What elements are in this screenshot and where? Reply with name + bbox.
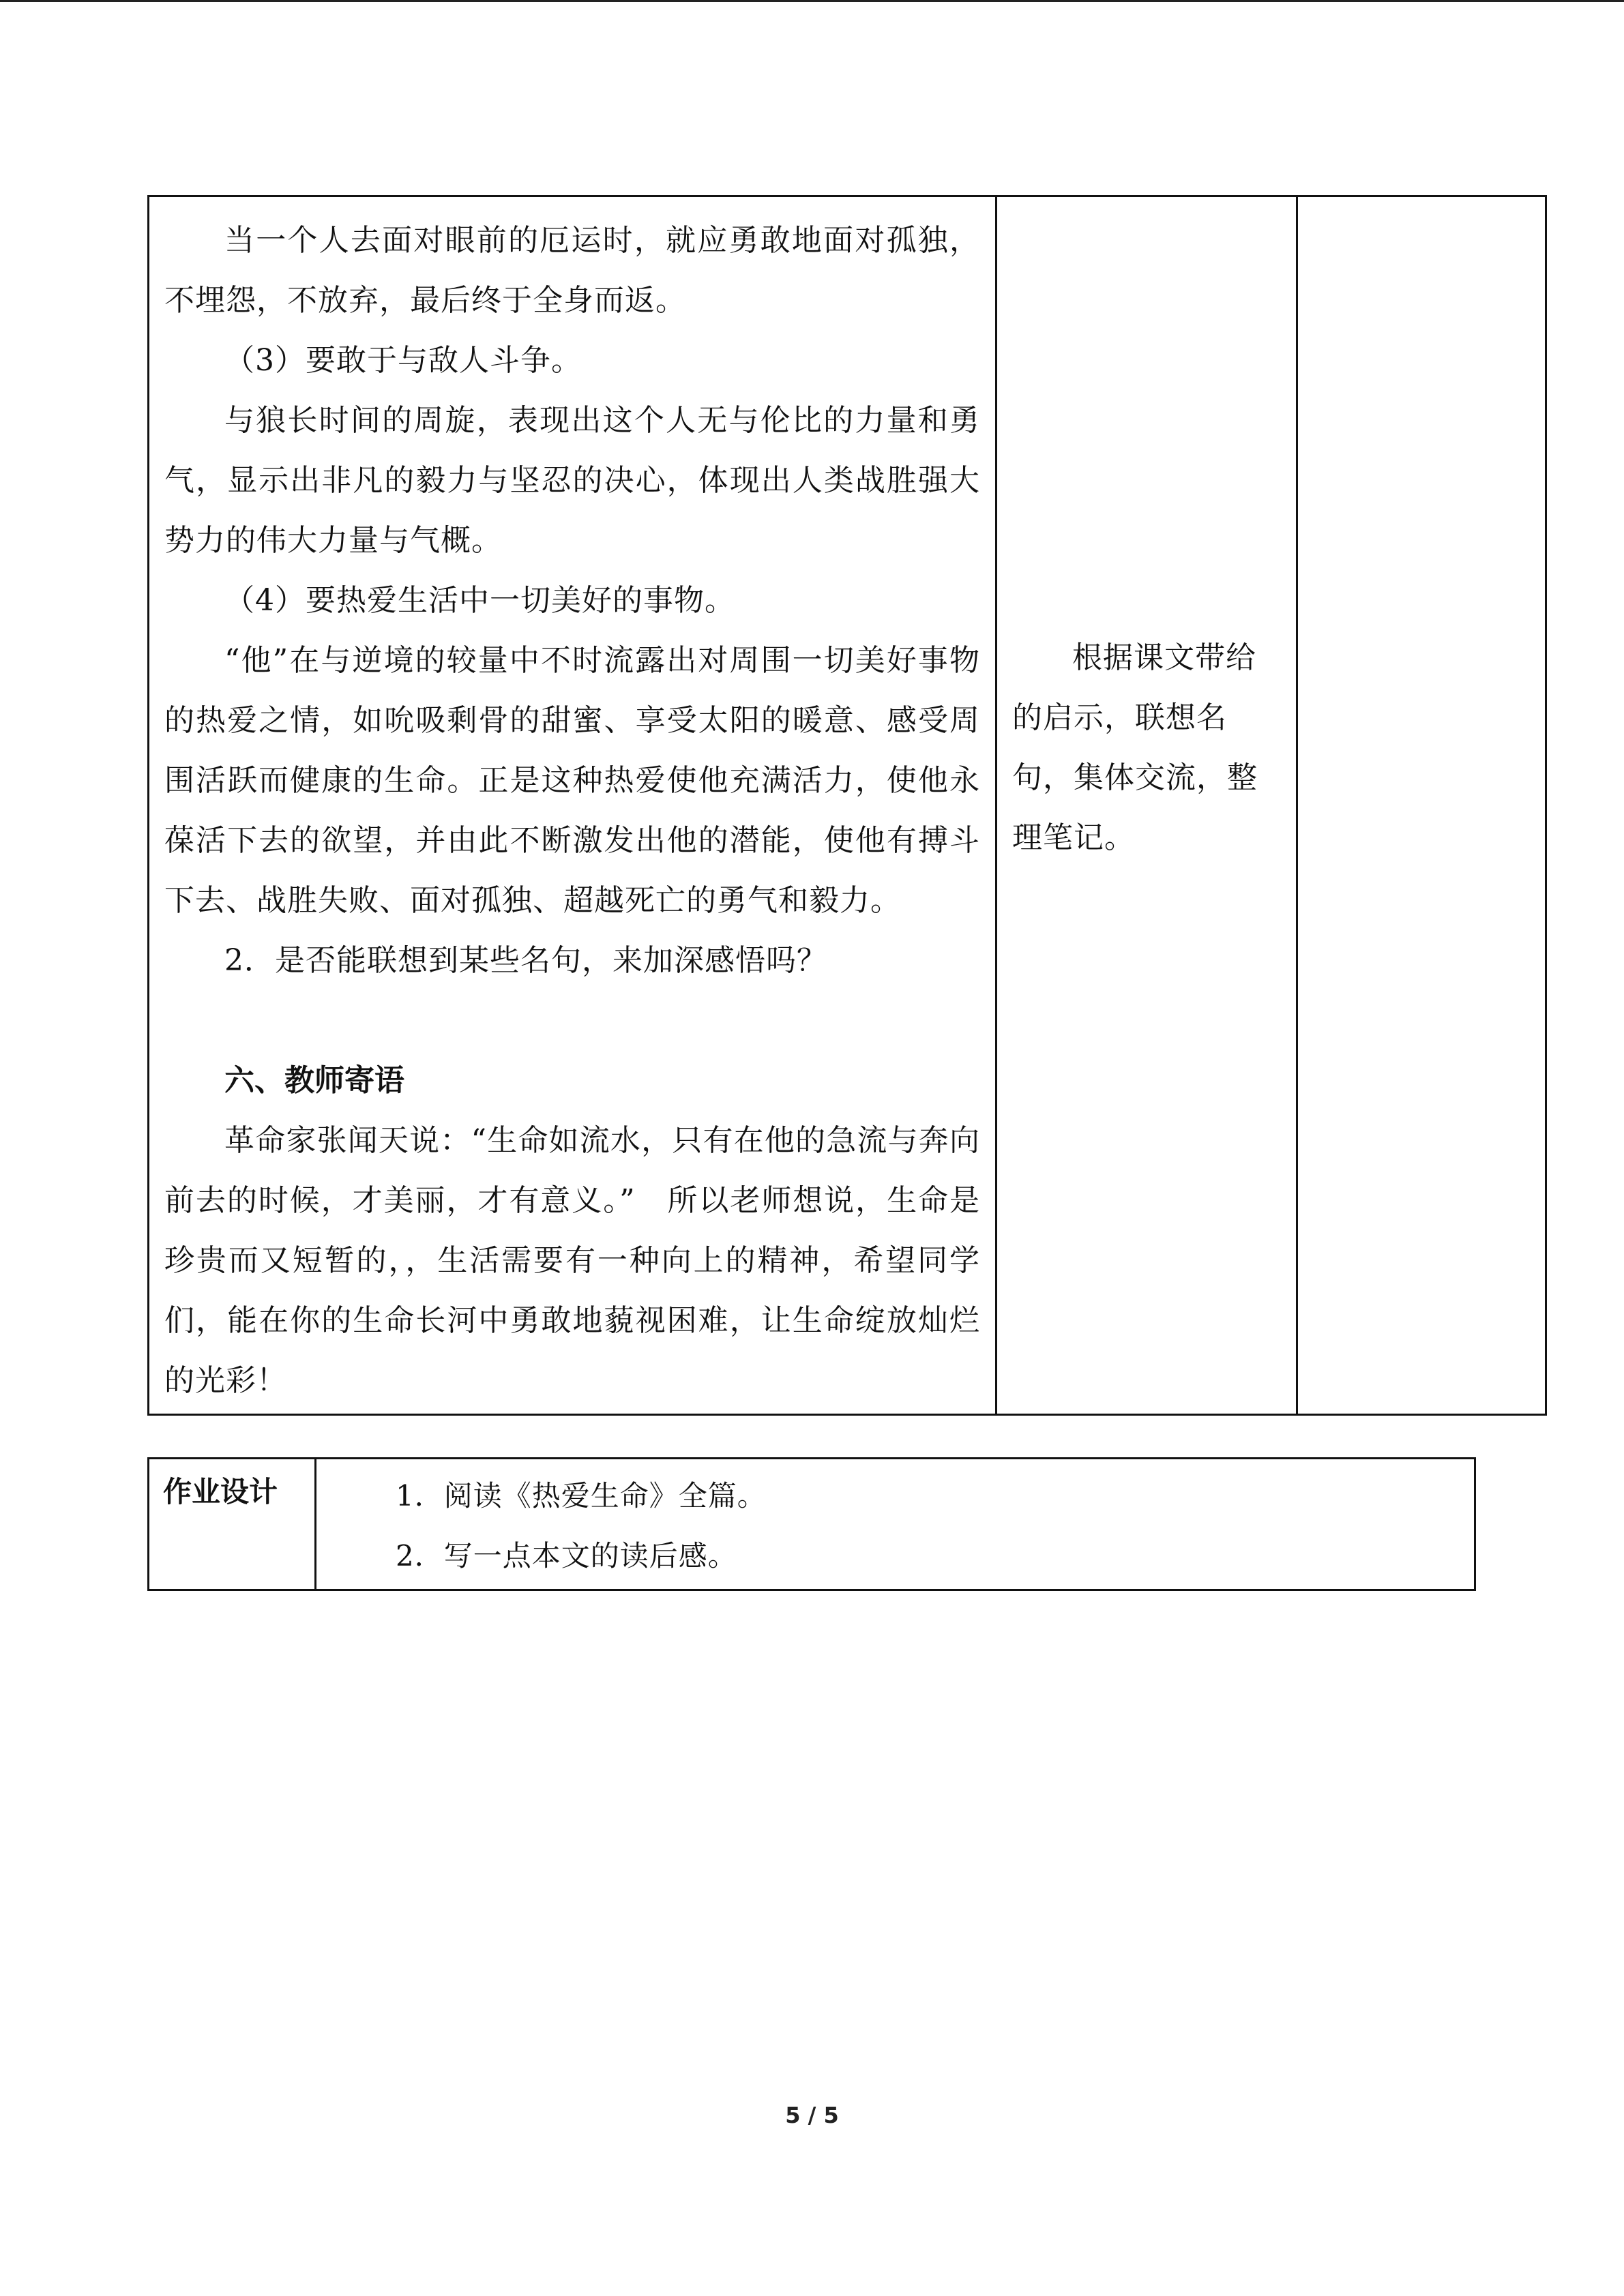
empty-column-cell [1297,196,1546,1415]
lesson-plan-table [147,195,1547,1416]
homework-label: 作业设计 [163,1475,278,1508]
homework-label-cell [149,1459,316,1590]
blank-line [164,991,980,1051]
lesson-row [149,196,1546,1415]
section-heading: 六、教师寄语 [224,1063,404,1098]
paragraph: 2．是否能联想到某些名句，来加深感悟吗？ [224,943,827,978]
homework-item: 1．阅读《热爱生命》全篇。 [396,1479,767,1512]
paragraph: （3）要敢于与敌人斗争。 [224,343,582,378]
teaching-content-cell [149,196,996,1415]
paragraph: “他”在与逆境的较量中不时流露出对周围一切美好事物的热爱之情，如吮吸剩骨的甜蜜、享受太阳的暖意、感受周围活跃而健康的生命。正是这种热爱使他充满活力，使他永葆活下去的欲望，并由此不断激发出他的潜能，使他有搏斗下去、战胜失败、面对孤独、超越死亡的勇气和毅力。 [164,643,980,918]
paragraph: 当一个人去面对眼前的厄运时，就应勇敢地面对孤独，不埋怨，不放弃，最后终于全身而返。 [164,223,980,318]
paragraph: 革命家张闻天说：“生命如流水，只有在他的急流与奔向前去的时候，才美丽，才有意义。” 所以老师想说，生命是珍贵而又短暂的，，生活需要有一种向上的精神，希望同学们，能在你的生命长河中勇敢地藐视困难，让生命绽放灿烂的光彩！ [164,1123,980,1398]
homework-item: 2．写一点本文的读后感。 [396,1539,737,1572]
student-activity-cell [996,196,1297,1415]
paragraph: （4）要热爱生活中一切美好的事物。 [224,583,735,618]
homework-table [147,1457,1476,1591]
homework-items-cell [316,1459,1475,1590]
paragraph: 与狼长时间的周旋，表现出这个人无与伦比的力量和勇气，显示出非凡的毅力与坚忍的决心，体现出人类战胜强大势力的伟大力量与气概。 [164,403,980,558]
student-activity-text: 根据课文带给的启示，联想名句，集体交流，整理笔记。 [1012,640,1258,855]
page-number: 5 / 5 [785,2102,839,2128]
page-top-border [0,0,1624,2]
homework-row [149,1459,1475,1590]
